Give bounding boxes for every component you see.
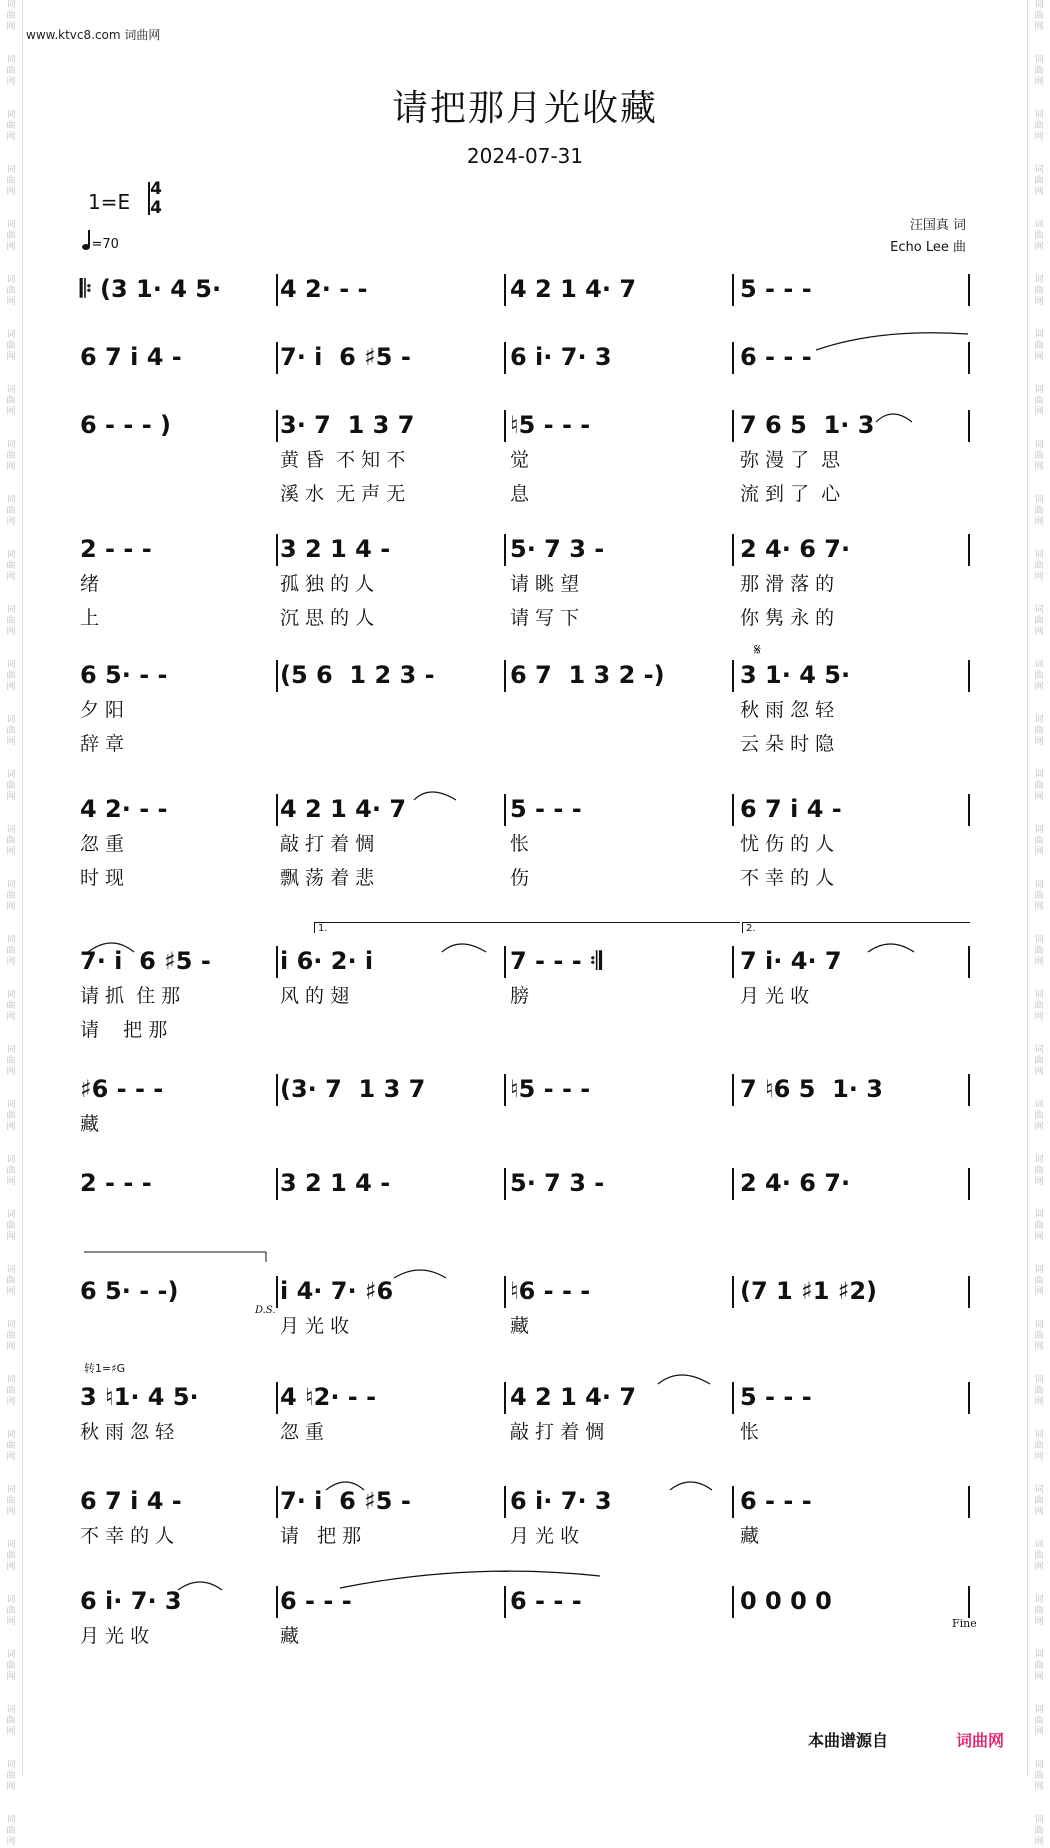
watermark-text: 词 曲 网	[1034, 770, 1044, 802]
lyric-line-2: 辞 章	[80, 733, 125, 755]
lyric-line-1: 月 光 收	[740, 985, 810, 1007]
watermark-text: 词 曲 网	[1034, 1100, 1044, 1132]
song-date: 2024-07-31	[466, 144, 584, 168]
lyric-line-2: 息	[510, 483, 530, 505]
measure-notes: 4 2 1 4· 7	[280, 795, 407, 823]
watermark-text: 词 曲 网	[6, 1705, 16, 1737]
lyric-line-2: 你 隽 永 的	[740, 607, 835, 629]
watermark-text: 词 曲 网	[6, 880, 16, 912]
watermark-text: 词 曲 网	[6, 440, 16, 472]
lyric-line-1: 藏	[280, 1625, 300, 1647]
watermark-text: 词 曲 网	[6, 275, 16, 307]
measure-notes: ♯6 - - -	[80, 1075, 164, 1103]
lyric-line-1: 请 眺 望	[510, 573, 580, 595]
lyric-line-1: 月 光 收	[510, 1525, 580, 1547]
watermark-text: 词 曲 网	[6, 1320, 16, 1352]
measure-notes: 7 i· 4· 7	[740, 947, 842, 975]
measure-notes: 𝄆 (3 1· 4 5·	[80, 275, 222, 303]
measure-notes: 6 7 i 4 -	[80, 343, 182, 371]
lyric-line-1: 敲 打 着 惆	[510, 1421, 605, 1443]
measure-notes: 6 - - -	[740, 1487, 812, 1515]
tie-slur	[414, 792, 456, 800]
measure-notes: 6 - - - )	[80, 411, 171, 439]
lyric-line-2: 伤	[510, 867, 530, 889]
watermark-text: 词 曲 网	[1034, 1815, 1044, 1847]
measure-notes: 2 - - -	[80, 535, 152, 563]
measure-notes: ♮5 - - -	[510, 411, 591, 439]
watermark-text: 词 曲 网	[1034, 0, 1044, 32]
tie-slur	[394, 1270, 446, 1278]
watermark-text: 词 曲 网	[6, 385, 16, 417]
watermark-text: 词 曲 网	[1034, 495, 1044, 527]
lyric-line-1: 忧 伤 的 人	[740, 833, 835, 855]
lyric-line-1: 夕 阳	[80, 699, 125, 721]
watermark-text: 词 曲 网	[6, 550, 16, 582]
lyric-line-1: 黄 昏 不 知 不	[280, 449, 406, 471]
measure-notes: ♮5 - - -	[510, 1075, 591, 1103]
composer-credit: Echo Lee 曲	[890, 240, 966, 255]
measure-notes: i 6· 2· i	[280, 947, 374, 975]
watermark-text: 词 曲 网	[1034, 110, 1044, 142]
watermark-text: 词 曲 网	[1034, 550, 1044, 582]
watermark-text: 词 曲 网	[1034, 1430, 1044, 1462]
measure-notes: 5· 7 3 -	[510, 1169, 605, 1197]
watermark-text: 词 曲 网	[1034, 1045, 1044, 1077]
tie-slur	[88, 943, 134, 952]
watermark-text: 词 曲 网	[1034, 1210, 1044, 1242]
measure-notes: (3· 7 1 3 7	[280, 1075, 426, 1103]
lyric-line-2: 云 朵 时 隐	[740, 733, 835, 755]
lyric-line-2: 时 现	[80, 867, 125, 889]
footer-source-label: 本曲谱源自	[808, 1731, 889, 1750]
measure-notes: 6 i· 7· 3	[510, 343, 612, 371]
measure-notes: 7 - - - 𝄇	[510, 947, 602, 975]
watermark-text: 词 曲 网	[1034, 1540, 1044, 1572]
watermark-text: 词 曲 网	[1034, 605, 1044, 637]
measure-notes: i 4· 7· ♯6	[280, 1277, 394, 1305]
watermark-text: 词 曲 网	[1034, 1485, 1044, 1517]
measure-notes: 4 2· - -	[280, 275, 368, 303]
watermark-text: 词 曲 网	[6, 1540, 16, 1572]
lyric-line-2: 沉 思 的 人	[280, 607, 375, 629]
watermark-text: 词 曲 网	[6, 165, 16, 197]
site-header[interactable]: www.ktvc8.com 词曲网	[26, 28, 161, 42]
measure-notes: 5 - - -	[510, 795, 582, 823]
measure-notes: 7· i 6 ♯5 -	[80, 947, 211, 975]
watermark-text: 词 曲 网	[6, 220, 16, 252]
measure-notes: 6 7 i 4 -	[740, 795, 842, 823]
lyric-line-1: 敲 打 着 惆	[280, 833, 375, 855]
watermark-text: 词 曲 网	[6, 935, 16, 967]
watermark-text: 词 曲 网	[1034, 275, 1044, 307]
lyric-line-2: 不 幸 的 人	[740, 867, 835, 889]
tie-slur	[670, 1482, 712, 1490]
measure-notes: 6 7 1 3 2 -)	[510, 661, 665, 689]
lyric-line-1: 不 幸 的 人	[80, 1525, 175, 1547]
watermark-text: 词 曲 网	[1034, 1155, 1044, 1187]
first-ending-label: 1.	[318, 923, 328, 934]
measure-notes: ♮6 - - -	[510, 1277, 591, 1305]
measure-notes: 3 1· 4 5·	[740, 661, 851, 689]
watermark-text: 词 曲 网	[6, 605, 16, 637]
lyric-line-1: 觉	[510, 449, 530, 471]
watermark-text: 词 曲 网	[6, 1155, 16, 1187]
watermark-text: 词 曲 网	[1034, 440, 1044, 472]
measure-notes: 3 2 1 4 -	[280, 535, 391, 563]
measure-notes: 3 2 1 4 -	[280, 1169, 391, 1197]
lyric-line-2: 流 到 了 心	[740, 483, 841, 505]
key-change-marking: 转1=♯G	[84, 1362, 126, 1375]
watermark-text: 词 曲 网	[1034, 880, 1044, 912]
lyric-line-1: 藏	[80, 1113, 100, 1135]
measure-notes: 0 0 0 0	[740, 1587, 832, 1615]
lyric-line-1: 膀	[510, 985, 530, 1007]
lyric-line-2: 溪 水 无 声 无	[280, 483, 406, 505]
measure-notes: 3 ♮1· 4 5·	[80, 1383, 199, 1411]
lyric-line-1: 孤 独 的 人	[280, 573, 375, 595]
watermark-text: 词 曲 网	[1034, 1650, 1044, 1682]
measure-notes: 6 - - -	[510, 1587, 582, 1615]
watermark-text: 词 曲 网	[6, 1760, 16, 1792]
tie-slur	[442, 944, 486, 952]
lyric-line-1: 请 抓 住 那	[80, 985, 181, 1007]
watermark-text: 词 曲 网	[1034, 990, 1044, 1022]
watermark-text: 词 曲 网	[6, 1265, 16, 1297]
lyric-line-1: 月 光 收	[280, 1315, 350, 1337]
watermark-text: 词 曲 网	[1034, 1595, 1044, 1627]
measure-notes: 4 2· - -	[80, 795, 168, 823]
measure-notes: 6 7 i 4 -	[80, 1487, 182, 1515]
measure-notes: 6 - - -	[280, 1587, 352, 1615]
watermark-text: 词 曲 网	[1034, 165, 1044, 197]
measure-notes: 7· i 6 ♯5 -	[280, 343, 411, 371]
measure-notes: 6 i· 7· 3	[510, 1487, 612, 1515]
watermark-text: 词 曲 网	[6, 110, 16, 142]
watermark-text: 词 曲 网	[1034, 1320, 1044, 1352]
tie-slur	[876, 414, 912, 422]
tie-slur	[340, 1571, 600, 1588]
tie-slur	[658, 1375, 710, 1384]
lyric-line-1: 忽 重	[80, 833, 125, 855]
watermark-text: 词 曲 网	[1034, 330, 1044, 362]
lyric-line-1: 秋 雨 忽 轻	[740, 699, 835, 721]
lyric-line-1: 藏	[510, 1315, 530, 1337]
tie-slur	[178, 1582, 222, 1590]
lyric-line-1: 秋 雨 忽 轻	[80, 1421, 175, 1443]
watermark-text: 词 曲 网	[1034, 825, 1044, 857]
tie-slur	[816, 333, 968, 350]
measure-notes: 5 - - -	[740, 1383, 812, 1411]
watermark-text: 词 曲 网	[1034, 715, 1044, 747]
watermark-text: 词 曲 网	[6, 55, 16, 87]
measure-notes: 2 4· 6 7·	[740, 535, 851, 563]
watermark-text: 词 曲 网	[1034, 1375, 1044, 1407]
lyric-line-1: 绪	[80, 573, 100, 595]
dal-segno-mark: D.S.	[255, 1305, 276, 1316]
segno-sign: 𝄋	[754, 640, 761, 659]
watermark-text: 词 曲 网	[1034, 1705, 1044, 1737]
measure-notes: 6 5· - -	[80, 661, 168, 689]
watermark-text: 词 曲 网	[6, 1650, 16, 1682]
measure-notes: 4 2 1 4· 7	[510, 1383, 637, 1411]
tie-slur	[326, 1482, 364, 1490]
watermark-text: 词 曲 网	[1034, 660, 1044, 692]
watermark-text: 词 曲 网	[6, 1430, 16, 1462]
lyric-line-1: 请 把 那	[280, 1525, 362, 1547]
footer-brand-link[interactable]: 词曲网	[956, 1731, 1005, 1750]
fine-mark: Fine	[952, 1617, 977, 1630]
lyric-line-1: 弥 漫 了 思	[740, 449, 841, 471]
watermark-text: 词 曲 网	[1034, 1265, 1044, 1297]
watermark-text: 词 曲 网	[1034, 220, 1044, 252]
measure-notes: 7 ♮6 5 1· 3	[740, 1075, 883, 1103]
measure-notes: 6 5· - -)	[80, 1277, 179, 1305]
second-ending-label: 2.	[746, 923, 756, 934]
lyric-line-2: 上	[80, 607, 100, 629]
watermark-text: 词 曲 网	[6, 0, 16, 32]
watermark-text: 词 曲 网	[6, 990, 16, 1022]
lyric-line-2: 请 把 那	[80, 1019, 168, 1041]
measure-notes: 4 ♮2· - -	[280, 1383, 377, 1411]
tie-slur	[868, 944, 914, 952]
watermark-text: 词 曲 网	[6, 660, 16, 692]
watermark-text: 词 曲 网	[6, 495, 16, 527]
key-signature: 1=E	[88, 190, 131, 214]
watermark-text: 词 曲 网	[6, 1210, 16, 1242]
lyric-line-1: 月 光 收	[80, 1625, 150, 1647]
lyric-line-1: 风 的 翅	[280, 985, 350, 1007]
watermark-text: 词 曲 网	[6, 1485, 16, 1517]
watermark-text: 词 曲 网	[6, 1375, 16, 1407]
tempo-value: =70	[91, 237, 119, 252]
measure-notes: 3· 7 1 3 7	[280, 411, 415, 439]
watermark-text: 词 曲 网	[6, 1595, 16, 1627]
lyricist-credit: 汪国真 词	[909, 218, 966, 233]
lyric-line-1: 那 滑 落 的	[740, 573, 835, 595]
measure-notes: 7· i 6 ♯5 -	[280, 1487, 411, 1515]
measure-notes: 2 - - -	[80, 1169, 152, 1197]
measure-notes: (7 1 ♯1 ♯2)	[740, 1277, 878, 1305]
watermark-text: 词 曲 网	[6, 1815, 16, 1847]
song-title: 请把那月光收藏	[391, 88, 658, 129]
measure-notes: 6 - - -	[740, 343, 812, 371]
lyric-line-1: 怅	[510, 833, 530, 855]
time-signature-top: 4	[150, 179, 162, 199]
measure-notes: 5· 7 3 -	[510, 535, 605, 563]
watermark-text: 词 曲 网	[6, 1100, 16, 1132]
watermark-text: 词 曲 网	[6, 770, 16, 802]
watermark-text: 词 曲 网	[1034, 385, 1044, 417]
time-signature-bottom: 4	[150, 198, 162, 218]
watermark-text: 词 曲 网	[6, 330, 16, 362]
lyric-line-2: 飘 荡 着 悲	[280, 867, 375, 889]
watermark-text: 词 曲 网	[6, 825, 16, 857]
measure-notes: 6 i· 7· 3	[80, 1587, 182, 1615]
watermark-text: 词 曲 网	[1034, 1760, 1044, 1792]
measure-notes: 7 6 5 1· 3	[740, 411, 875, 439]
watermark-text: 词 曲 网	[6, 715, 16, 747]
watermark-text: 词 曲 网	[6, 1045, 16, 1077]
lyric-line-1: 忽 重	[280, 1421, 325, 1443]
measure-notes: 2 4· 6 7·	[740, 1169, 851, 1197]
watermark-text: 词 曲 网	[1034, 55, 1044, 87]
lyric-line-1: 怅	[740, 1421, 760, 1443]
measure-notes: 4 2 1 4· 7	[510, 275, 637, 303]
lyric-line-2: 请 写 下	[510, 607, 580, 629]
watermark-text: 词 曲 网	[1034, 935, 1044, 967]
measure-notes: (5 6 1 2 3 -	[280, 661, 435, 689]
measure-notes: 5 - - -	[740, 275, 812, 303]
lyric-line-1: 藏	[740, 1525, 760, 1547]
